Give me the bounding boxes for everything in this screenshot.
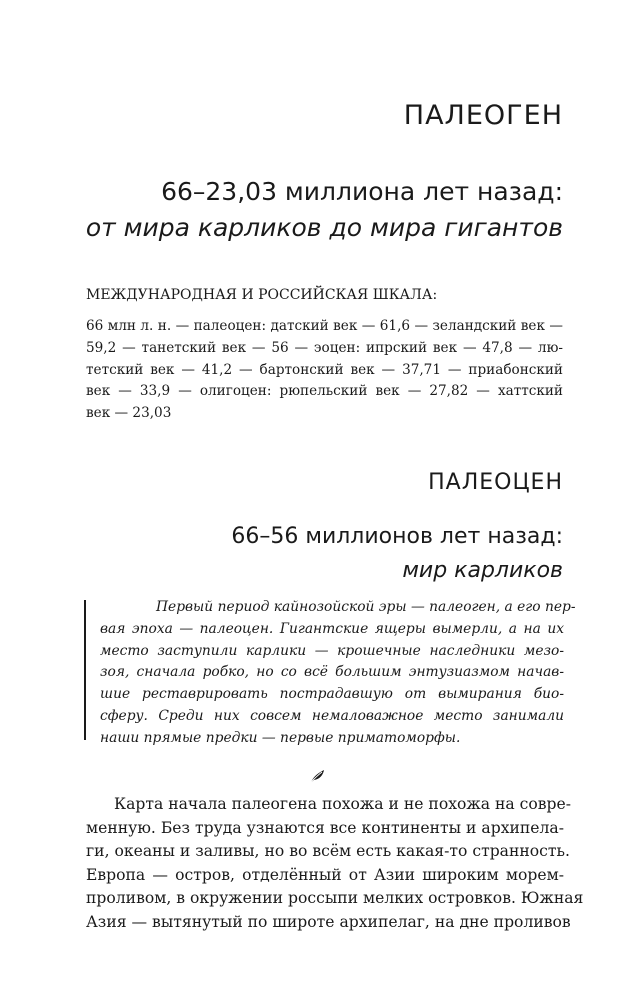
scale-line: век — 33,9 — олигоцен: рюпельский век — 27,82 — хаттский <box>86 383 563 400</box>
body-line: ги, океаны и заливы, но во всём есть какая-то странность. <box>86 842 570 861</box>
body-line: проливом, в окружении россыпи мелких островков. Южная <box>86 889 584 908</box>
body-line: Европа — остров, отделённый от Азии широким морем- <box>86 865 564 884</box>
epigraph-rule <box>84 600 86 740</box>
period-subtitle: мир карликов <box>402 558 563 583</box>
scale-line: тетский век — 41,2 — бартонский век — 37,71 — приабонский <box>86 361 563 378</box>
epigraph-line: вая эпоха — палеоцен. Гигантские ящеры вымерли, а на их <box>100 620 564 637</box>
scale-heading: МЕЖДУНАРОДНАЯ И РОССИЙСКАЯ ШКАЛА: <box>86 287 438 303</box>
scale-paragraph <box>86 316 563 425</box>
epigraph <box>100 597 576 750</box>
body-line: Азия — вытянутый по широте архипелаг, на дне проливов <box>86 912 571 931</box>
period-title: ПАЛЕОЦЕН <box>428 470 563 495</box>
body-paragraph <box>86 793 584 935</box>
epigraph-line: сферу. Среди них совсем немаловажное место занимали <box>100 707 564 724</box>
epigraph-line: шие реставрировать пострадавшую от вымирания био- <box>100 686 564 703</box>
body-line: Карта начала палеогена похожа и не похожа на совре- <box>114 795 572 813</box>
scale-line: 66 млн л. н. — палеоцен: датский век — 61,6 — зеландский век — <box>86 318 563 334</box>
era-title: ПАЛЕОГЕН <box>403 100 563 131</box>
period-time-range: 66–56 миллионов лет назад: <box>231 524 563 549</box>
body-line: менную. Без труда узнаются все континенты и архипела- <box>86 818 564 837</box>
epigraph-line: Первый период кайнозойской эры — палеоген, а его пер- <box>156 599 576 615</box>
epigraph-line: наши прямые предки — первые приматоморфы. <box>100 729 461 746</box>
epigraph-line: место заступили карлики — крошечные наследники мезо- <box>100 642 564 659</box>
epigraph-line: зоя, сначала робко, но со всё большим энтузиазмом начав- <box>100 664 564 681</box>
scale-line: век — 23,03 <box>86 405 172 422</box>
era-subtitle: от мира карликов до мира гигантов <box>85 213 563 242</box>
scale-line: 59,2 — танетский век — 56 — эоцен: ипрский век — 47,8 — лю- <box>86 339 563 356</box>
leaf-ornament-icon <box>309 769 325 783</box>
era-time-range: 66–23,03 миллиона лет назад: <box>161 177 563 206</box>
